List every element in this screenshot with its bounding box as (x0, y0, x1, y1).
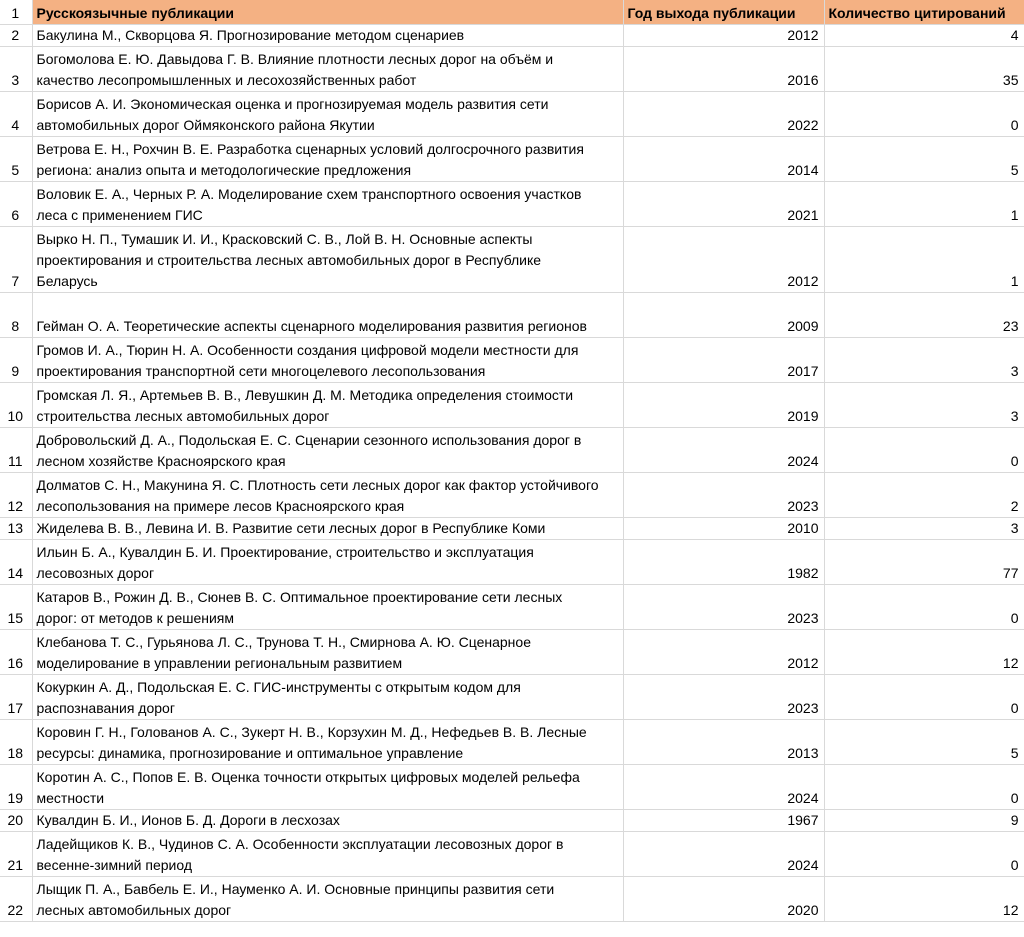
year-cell[interactable]: 2022 (623, 91, 824, 136)
table-row (0, 584, 1024, 629)
year-cell[interactable]: 2016 (623, 46, 824, 91)
year-cell[interactable]: 2020 (623, 876, 824, 921)
table-row (0, 427, 1024, 472)
year-cell[interactable]: 2014 (623, 136, 824, 181)
publication-cell[interactable] (32, 91, 623, 136)
table-row (0, 382, 1024, 427)
table-row (0, 539, 1024, 584)
publication-cell[interactable] (32, 136, 623, 181)
publication-line: Катаров В., Рожин Д. В., Сюнев В. С. Оптимальное проектирование сети лесных (36, 588, 563, 605)
publication-line: распознавания дорог (36, 699, 175, 716)
row-number: 19 (0, 764, 32, 809)
row-number: 1 (0, 0, 32, 24)
row-number: 22 (0, 876, 32, 921)
citations-cell[interactable]: 12 (824, 629, 1024, 674)
year-cell[interactable]: 2023 (623, 472, 824, 517)
citations-cell[interactable]: 0 (824, 764, 1024, 809)
table-row (0, 226, 1024, 292)
row-number: 16 (0, 629, 32, 674)
year-cell[interactable]: 2012 (623, 226, 824, 292)
publication-line: ресурсы: динамика, прогнозирование и оптимальное управление (36, 744, 464, 761)
table-row (0, 24, 1024, 46)
table-row (0, 181, 1024, 226)
publication-cell[interactable] (32, 719, 623, 764)
row-number: 6 (0, 181, 32, 226)
publication-cell[interactable] (32, 764, 623, 809)
publication-line: местности (36, 789, 105, 806)
publication-cell[interactable] (32, 876, 623, 921)
publication-line: лесном хозяйстве Красноярского края (36, 452, 286, 469)
citations-cell[interactable]: 9 (824, 809, 1024, 831)
year-cell[interactable]: 2017 (623, 337, 824, 382)
row-number: 11 (0, 427, 32, 472)
publication-line: Кувалдин Б. И., Ионов Б. Д. Дороги в лесхозах (36, 811, 340, 828)
year-cell[interactable]: 2024 (623, 764, 824, 809)
publication-line: Гейман О. А. Теоретические аспекты сценарного моделирования развития регионов (36, 317, 587, 334)
publication-cell[interactable] (32, 674, 623, 719)
publication-line: автомобильных дорог Оймяконского района Якутии (36, 116, 375, 133)
publication-line: Богомолова Е. Ю. Давыдова Г. В. Влияние плотности лесных дорог на объём и (36, 50, 554, 67)
publication-line: Вырко Н. П., Тумашик И. И., Красковский С. В., Лой В. Н. Основные аспекты (36, 230, 533, 247)
publication-cell[interactable] (32, 46, 623, 91)
publication-cell[interactable] (32, 24, 623, 46)
row-number: 8 (0, 292, 32, 337)
publication-line: строительства лесных автомобильных дорог (36, 407, 330, 424)
year-cell[interactable]: 2024 (623, 427, 824, 472)
publication-line: моделирование в управлении региональным развитием (36, 654, 403, 671)
row-number: 2 (0, 24, 32, 46)
row-number: 14 (0, 539, 32, 584)
citations-cell[interactable]: 5 (824, 719, 1024, 764)
row-number: 18 (0, 719, 32, 764)
publication-cell[interactable] (32, 181, 623, 226)
citations-cell[interactable]: 77 (824, 539, 1024, 584)
publication-line: лесопользования на примере лесов Красноярского края (36, 497, 405, 514)
publication-cell[interactable] (32, 382, 623, 427)
year-cell[interactable]: 2013 (623, 719, 824, 764)
row-number: 4 (0, 91, 32, 136)
publication-cell[interactable] (32, 584, 623, 629)
year-cell[interactable]: 2023 (623, 674, 824, 719)
publication-line: Коровин Г. Н., Голованов А. С., Зукерт Н. В., Корзухин М. Д., Нефедьев В. В. Лесные (36, 723, 587, 740)
year-cell[interactable]: 2019 (623, 382, 824, 427)
row-number: 3 (0, 46, 32, 91)
table-row (0, 472, 1024, 517)
publication-line: Воловик Е. А., Черных Р. А. Моделирование схем транспортного освоения участков (36, 185, 582, 202)
year-cell[interactable]: 2010 (623, 517, 824, 539)
citations-cell[interactable]: 0 (824, 674, 1024, 719)
table-row (0, 876, 1024, 921)
publication-line: лесовозных дорог (36, 564, 155, 581)
publication-line: проектирования транспортной сети многоцелевого лесопользования (36, 362, 486, 379)
year-cell[interactable]: 2009 (623, 292, 824, 337)
citations-cell[interactable]: 0 (824, 427, 1024, 472)
row-number: 12 (0, 472, 32, 517)
table-row (0, 46, 1024, 91)
publication-line: Ладейщиков К. В., Чудинов С. А. Особенности эксплуатации лесовозных дорог в (36, 835, 564, 852)
publication-line: весенне-зимний период (36, 856, 193, 873)
year-cell[interactable]: 1982 (623, 539, 824, 584)
table-row (0, 809, 1024, 831)
publication-cell[interactable] (32, 831, 623, 876)
citations-cell[interactable]: 35 (824, 46, 1024, 91)
row-number: 20 (0, 809, 32, 831)
publication-line: Беларусь (36, 272, 98, 289)
publication-line: Долматов С. Н., Макунина Я. С. Плотность сети лесных дорог как фактор устойчивого (36, 476, 599, 493)
citations-cell[interactable]: 3 (824, 382, 1024, 427)
table-row (0, 337, 1024, 382)
row-number: 21 (0, 831, 32, 876)
publication-line: Ильин Б. А., Кувалдин Б. И. Проектирование, строительство и эксплуатация (36, 543, 534, 560)
citations-cell[interactable]: 3 (824, 517, 1024, 539)
citations-cell[interactable]: 0 (824, 91, 1024, 136)
publication-cell[interactable] (32, 629, 623, 674)
table-row (0, 91, 1024, 136)
citations-cell[interactable]: 2 (824, 472, 1024, 517)
header-cell-publications[interactable]: Русскоязычные публикации (32, 0, 623, 24)
publication-cell[interactable] (32, 517, 623, 539)
row-number: 17 (0, 674, 32, 719)
citations-cell[interactable]: 3 (824, 337, 1024, 382)
year-cell[interactable]: 2012 (623, 629, 824, 674)
citations-cell[interactable]: 12 (824, 876, 1024, 921)
table-row (0, 629, 1024, 674)
header-cell-year[interactable]: Год выхода публикации (623, 0, 824, 24)
row-number: 13 (0, 517, 32, 539)
year-cell[interactable]: 2023 (623, 584, 824, 629)
publication-cell[interactable] (32, 809, 623, 831)
table-row (0, 674, 1024, 719)
row-number: 9 (0, 337, 32, 382)
year-cell[interactable]: 1967 (623, 809, 824, 831)
publication-cell[interactable] (32, 292, 623, 337)
publication-line: Бакулина М., Скворцова Я. Прогнозирование методом сценариев (36, 26, 465, 43)
row-number: 10 (0, 382, 32, 427)
header-row (0, 0, 1024, 24)
publication-cell[interactable] (32, 427, 623, 472)
row-number: 7 (0, 226, 32, 292)
publication-line: проектирования и строительства лесных автомобильных дорог в Республике (36, 251, 542, 268)
publication-line: Клебанова Т. С., Гурьянова Л. С., Трунова Т. Н., Смирнова А. Ю. Сценарное (36, 633, 531, 650)
citations-cell[interactable]: 4 (824, 24, 1024, 46)
header-cell-citations[interactable]: Количество цитирований (824, 0, 1024, 24)
row-number: 15 (0, 584, 32, 629)
publication-line: Ветрова Е. Н., Рохчин В. Е. Разработка сценарных условий долгосрочного развития (36, 140, 584, 157)
citations-cell[interactable]: 5 (824, 136, 1024, 181)
citations-cell[interactable]: 23 (824, 292, 1024, 337)
citations-cell[interactable]: 1 (824, 181, 1024, 226)
table-row (0, 292, 1024, 337)
publication-line: дорог: от методов к решениям (36, 609, 235, 626)
table-row (0, 831, 1024, 876)
publication-cell[interactable] (32, 539, 623, 584)
table-row (0, 517, 1024, 539)
publication-cell[interactable] (32, 226, 623, 292)
publication-line: лесных автомобильных дорог (36, 901, 232, 918)
table-row (0, 136, 1024, 181)
publication-line (37, 295, 618, 316)
year-cell[interactable]: 2021 (623, 181, 824, 226)
publication-line: Борисов А. И. Экономическая оценка и прогнозируемая модель развития сети (36, 95, 549, 112)
citations-cell[interactable]: 0 (824, 831, 1024, 876)
publication-line: Добровольский Д. А., Подольская Е. С. Сценарии сезонного использования дорог в (36, 431, 582, 448)
table-row (0, 719, 1024, 764)
publication-line: Лыщик П. А., Бавбель Е. И., Науменко А. И. Основные принципы развития сети (36, 880, 555, 897)
publication-line: региона: анализ опыта и методологические предложения (36, 161, 412, 178)
row-number: 5 (0, 136, 32, 181)
citations-cell[interactable]: 1 (824, 226, 1024, 292)
table-row (0, 764, 1024, 809)
year-cell[interactable]: 2012 (623, 24, 824, 46)
publication-line: Жиделева В. В., Левина И. В. Развитие сети лесных дорог в Республике Коми (36, 519, 546, 536)
citations-cell[interactable]: 0 (824, 584, 1024, 629)
publication-line: Громов И. А., Тюрин Н. А. Особенности создания цифровой модели местности для (36, 341, 579, 358)
publication-line: Громская Л. Я., Артемьев В. В., Левушкин Д. М. Методика определения стоимости (36, 386, 574, 403)
publication-line: леса с применением ГИС (36, 206, 203, 223)
year-cell[interactable]: 2024 (623, 831, 824, 876)
publication-cell[interactable] (32, 472, 623, 517)
publication-line: Коротин А. С., Попов Е. В. Оценка точности открытых цифровых моделей рельефа (36, 768, 580, 785)
publication-line: Кокуркин А. Д., Подольская Е. С. ГИС-инструменты с открытым кодом для (36, 678, 521, 695)
publication-cell[interactable] (32, 337, 623, 382)
publication-line: качество лесопромышленных и лесохозяйственных работ (36, 71, 417, 88)
